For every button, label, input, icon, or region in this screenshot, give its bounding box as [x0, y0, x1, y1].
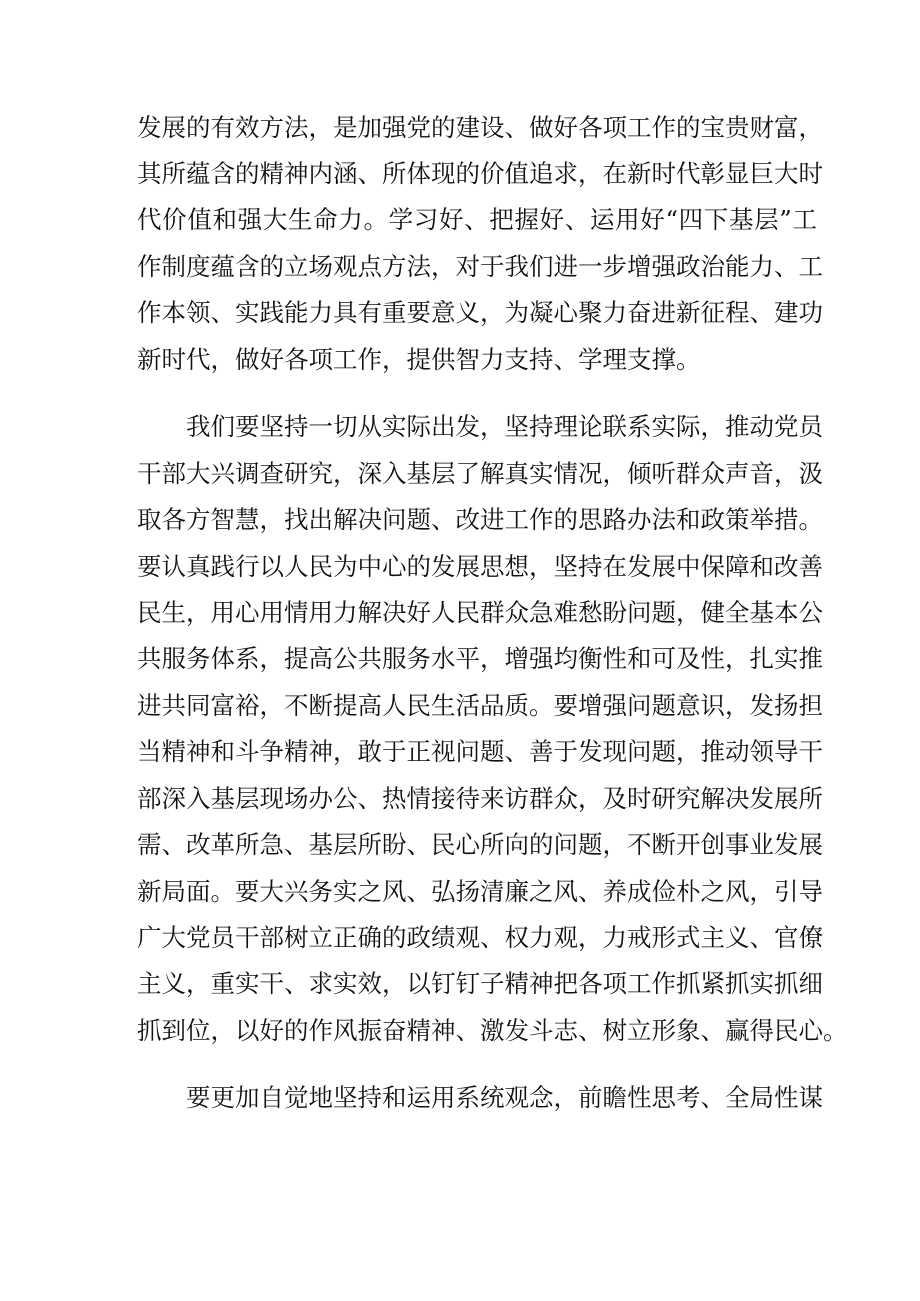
paragraph-2-line-5: 民生，用心用情用力解决好人民群众急难愁盼问题，健全基本公: [137, 598, 823, 627]
paragraph-2-line-2: 干部大兴调查研究，深入基层了解真实情况，倾听群众声音，汲: [137, 459, 823, 488]
paragraph-1-line-3: 代价值和强大生命力。学习好、把握好、运用好“四下基层”工: [137, 205, 817, 234]
paragraph-2-line-13: 主义，重实干、求实效，以钉钉子精神把各项工作抓紧抓实抓细: [137, 969, 823, 998]
paragraph-2-line-3: 取各方智慧，找出解决问题、改进工作的思路办法和政策举措。: [137, 505, 823, 534]
paragraph-1-line-5: 作本领、实践能力具有重要意义，为凝心聚力奋进新征程、建功: [137, 298, 823, 327]
paragraph-1-line-6: 新时代，做好各项工作，提供智力支持、学理支撑。: [137, 345, 701, 374]
paragraph-2-line-1: 我们要坚持一切从实际出发，坚持理论联系实际，推动党员: [186, 412, 823, 441]
paragraph-2-line-4: 要认真践行以人民为中心的发展思想，坚持在发展中保障和改善: [137, 552, 823, 581]
paragraph-3-line-1: 要更加自觉地坚持和运用系统观念，前瞻性思考、全局性谋: [186, 1083, 823, 1112]
paragraph-2-line-10: 需、改革所急、基层所盼、民心所向的问题，不断开创事业发展: [137, 830, 823, 859]
paragraph-2-line-6: 共服务体系，提高公共服务水平，增强均衡性和可及性，扎实推: [137, 644, 823, 673]
paragraph-2-line-7: 进共同富裕，不断提高人民生活品质。要增强问题意识，发扬担: [137, 691, 823, 720]
paragraph-2-line-11: 新局面。要大兴务实之风、弘扬清廉之风、养成俭朴之风，引导: [137, 877, 823, 906]
paragraph-2-line-14: 抓到位，以好的作风振奋精神、激发斗志、树立形象、赢得民心。: [137, 1016, 848, 1045]
paragraph-2-line-12: 广大党员干部树立正确的政绩观、权力观，力戒形式主义、官僚: [137, 923, 823, 952]
paragraph-1-line-2: 其所蕴含的精神内涵、所体现的价值追求，在新时代彰显巨大时: [137, 159, 823, 188]
paragraph-1-line-4: 作制度蕴含的立场观点方法，对于我们进一步增强政治能力、工: [137, 252, 823, 281]
paragraph-2-line-8: 当精神和斗争精神，敢于正视问题、善于发现问题，推动领导干: [137, 737, 823, 766]
paragraph-2-line-9: 部深入基层现场办公、热情接待来访群众，及时研究解决发展所: [137, 784, 823, 813]
paragraph-1-line-1: 发展的有效方法，是加强党的建设、做好各项工作的宝贵财富，: [137, 113, 823, 142]
